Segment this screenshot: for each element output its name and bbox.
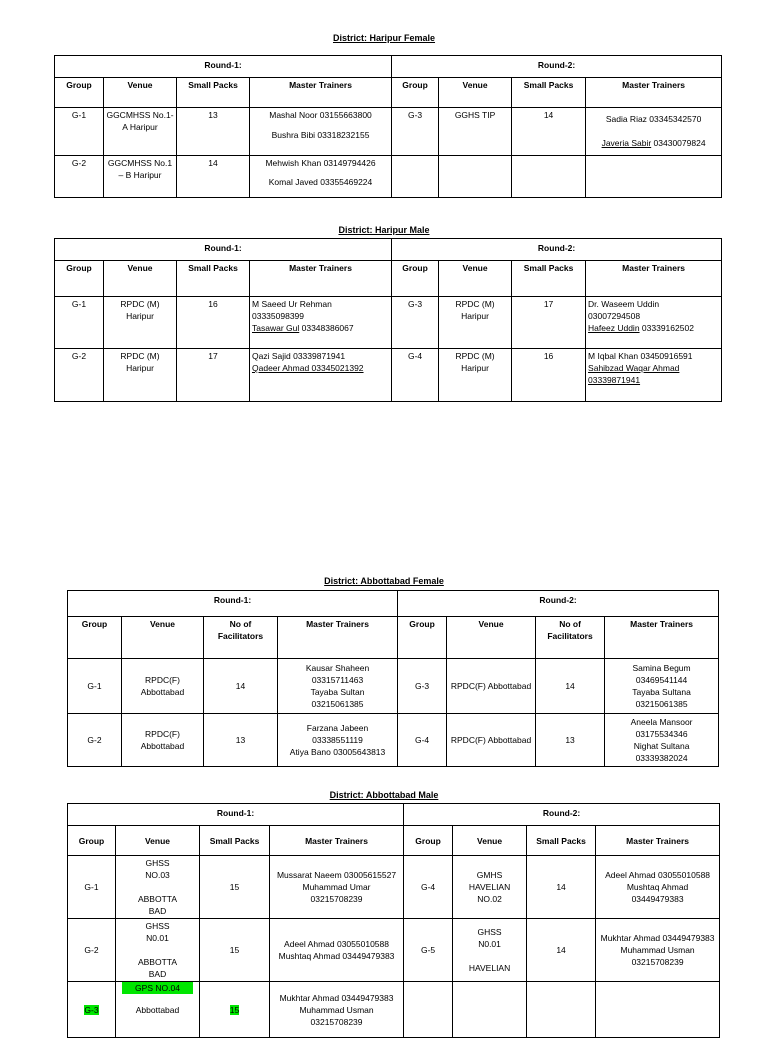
- venue-text: Abbottabad: [135, 1005, 180, 1015]
- venue-cell: GGCMHSS No.1- A Haripur: [104, 108, 177, 156]
- group-cell: G-1: [68, 856, 116, 919]
- trainers-cell: [605, 714, 719, 767]
- trainers-cell: [250, 108, 392, 156]
- round-2-header: Round-2:: [392, 239, 722, 261]
- trainers-cell: [586, 108, 722, 156]
- venue-text: GHSS NO.03 ABBOTTA BAD: [137, 858, 178, 916]
- trainers-cell: [250, 297, 392, 349]
- venue-cell: [453, 919, 527, 982]
- trainer-entry: Adeel Ahmad 03055010588 Mushtaq Ahmad 03449479383: [605, 870, 711, 904]
- venue-cell: [116, 919, 200, 982]
- trainer-phone: 03339162502: [639, 323, 694, 333]
- col-header: Group: [392, 261, 439, 297]
- col-header: Venue: [122, 617, 204, 659]
- col-header: Small Packs: [200, 826, 270, 856]
- trainers-cell: [270, 856, 404, 919]
- trainer-entry: Sadia Riaz 03345342570: [605, 114, 702, 124]
- venue-cell: RPDC (M) Haripur: [104, 297, 177, 349]
- group-cell: G-4: [392, 349, 439, 402]
- packs-cell: 15: [200, 919, 270, 982]
- table-abbottabad-male: [67, 803, 720, 1038]
- col-header: Master Trainers: [270, 826, 404, 856]
- venue-text: GHSS N0.01 HAVELIAN: [468, 927, 511, 973]
- round-1-header: Round-1:: [68, 804, 404, 826]
- trainers-cell: [278, 714, 398, 767]
- trainer-entry: Qadeer Ahmad 03345021392: [252, 363, 364, 373]
- trainer-entry: Kausar Shaheen 03315711463 Tayaba Sultan 03215061385: [305, 663, 370, 709]
- trainer-entry: Bushra Bibi 03318232155: [271, 130, 370, 140]
- group-cell: G-2: [68, 714, 122, 767]
- trainer-entry: Adeel Ahmad 03055010588 Mushtaq Ahmad 03449479383: [278, 939, 395, 961]
- group-cell: G-2: [55, 349, 104, 402]
- group-cell: G-2: [55, 156, 104, 198]
- trainer-entry: [588, 137, 719, 149]
- col-header: Small Packs: [177, 78, 250, 108]
- trainer-entry: Samina Begum 03469541144 Tayaba Sultana 03215061385: [632, 663, 691, 709]
- col-header: Master Trainers: [250, 261, 392, 297]
- packs-cell: 16: [512, 349, 586, 402]
- col-header: Master Trainers: [605, 617, 719, 659]
- group-cell: G-3: [392, 108, 439, 156]
- trainer-entry: [588, 322, 719, 334]
- table-abbottabad-female: [67, 590, 719, 767]
- facilitators-cell: 13: [536, 714, 605, 767]
- empty-cell: [392, 156, 439, 198]
- group-cell: G-1: [55, 297, 104, 349]
- col-header: Small Packs: [512, 78, 586, 108]
- col-header: Group: [55, 78, 104, 108]
- venue-cell: RPDC(F) Abbottabad: [122, 659, 204, 714]
- col-header: Group: [392, 78, 439, 108]
- venue-text: GHSS N0.01 ABBOTTA BAD: [137, 921, 178, 979]
- round-2-header: Round-2:: [392, 56, 722, 78]
- table-haripur-male: [54, 238, 722, 402]
- table-haripur-female: [54, 55, 722, 198]
- table-row: [68, 919, 720, 982]
- col-header: Small Packs: [527, 826, 596, 856]
- empty-cell: [404, 982, 453, 1038]
- empty-cell: [439, 156, 512, 198]
- col-header: Venue: [447, 617, 536, 659]
- trainers-cell: [586, 349, 722, 402]
- venue-text: GMHS HAVELIAN NO.02: [468, 870, 511, 904]
- col-header: Venue: [453, 826, 527, 856]
- venue-cell: RPDC (M) Haripur: [104, 349, 177, 402]
- trainers-cell: [586, 297, 722, 349]
- table-row: [55, 297, 722, 349]
- group-cell: G-4: [404, 856, 453, 919]
- venue-cell: RPDC(F) Abbottabad: [122, 714, 204, 767]
- col-header: Group: [68, 826, 116, 856]
- group-cell: G-3: [398, 659, 447, 714]
- highlighted-text: 15: [229, 1004, 240, 1015]
- empty-cell: [596, 982, 720, 1038]
- trainer-phone: 03430079824: [651, 138, 706, 148]
- table-row: [68, 856, 720, 919]
- trainer-entry: Komal Javed 03355469224: [268, 177, 373, 187]
- packs-cell: 17: [512, 297, 586, 349]
- trainer-name: Hafeez Uddin: [588, 323, 640, 333]
- packs-cell: 13: [177, 108, 250, 156]
- venue-cell: [453, 856, 527, 919]
- section-title-abbottabad-male: District: Abbottabad Male: [329, 790, 439, 800]
- empty-cell: [453, 982, 527, 1038]
- empty-cell: [527, 982, 596, 1038]
- trainer-entry: Farzana Jabeen 03338551119 Atiya Bano 03005643813: [289, 723, 386, 757]
- table-row: [68, 714, 719, 767]
- col-header: Master Trainers: [278, 617, 398, 659]
- trainers-cell: [596, 919, 720, 982]
- venue-cell: RPDC(F) Abbottabad: [447, 659, 536, 714]
- group-cell: G-5: [404, 919, 453, 982]
- venue-cell: RPDC (M) Haripur: [439, 349, 512, 402]
- table-row: [55, 349, 722, 402]
- packs-cell: 14: [177, 156, 250, 198]
- round-1-header: Round-1:: [68, 591, 398, 617]
- trainer-entry: M Saeed Ur Rehman: [252, 299, 332, 309]
- trainer-entry: Mehwish Khan 03149794426: [265, 158, 376, 168]
- group-cell: G-1: [68, 659, 122, 714]
- table-row: [68, 982, 720, 1038]
- trainer-entry: Mukhtar Ahmad 03449479383 Muhammad Usman 03215708239: [600, 933, 715, 967]
- group-cell: G-4: [398, 714, 447, 767]
- trainers-cell: [250, 156, 392, 198]
- highlighted-text: G-3: [84, 1004, 99, 1015]
- packs-cell: 14: [527, 919, 596, 982]
- venue-cell: RPDC (M) Haripur: [439, 297, 512, 349]
- packs-cell: 16: [177, 297, 250, 349]
- trainer-entry: Qazi Sajid 03339871941: [252, 351, 346, 361]
- table-row: [55, 156, 722, 198]
- venue-cell: GGCMHSS No.1 – B Haripur: [104, 156, 177, 198]
- trainers-cell: [270, 919, 404, 982]
- trainer-entry: M Iqbal Khan 03450916591: [588, 351, 693, 361]
- col-header: Venue: [439, 78, 512, 108]
- round-1-header: Round-1:: [55, 239, 392, 261]
- col-header: Group: [68, 617, 122, 659]
- trainers-cell: [605, 659, 719, 714]
- section-title-abbottabad-female: District: Abbottabad Female: [324, 576, 444, 586]
- facilitators-cell: 13: [204, 714, 278, 767]
- col-header: Master Trainers: [586, 78, 722, 108]
- packs-cell: [200, 982, 270, 1038]
- venue-cell: RPDC(F) Abbottabad: [447, 714, 536, 767]
- round-2-header: Round-2:: [404, 804, 720, 826]
- facilitators-cell: 14: [204, 659, 278, 714]
- trainer-entry: 03007294508: [588, 311, 641, 321]
- facilitators-cell: 14: [536, 659, 605, 714]
- table-row: [55, 108, 722, 156]
- col-header: Group: [398, 617, 447, 659]
- trainer-entry: Mussarat Naeem 03005615527 Muhammad Umar 03215708239: [276, 870, 397, 904]
- trainers-cell: [596, 856, 720, 919]
- col-header: Venue: [104, 261, 177, 297]
- group-cell: G-2: [68, 919, 116, 982]
- col-header: Master Trainers: [596, 826, 720, 856]
- col-header: Group: [55, 261, 104, 297]
- col-header: Group: [404, 826, 453, 856]
- trainer-entry: Dr. Waseem Uddin: [588, 299, 660, 309]
- trainers-cell: [250, 349, 392, 402]
- col-header: No of Facilitators: [204, 617, 278, 659]
- trainer-entry: Mukhtar Ahmad 03449479383 Muhammad Usman 03215708239: [279, 992, 394, 1027]
- col-header: Venue: [104, 78, 177, 108]
- trainer-entry: 03339871941: [588, 375, 641, 385]
- venue-cell: GGHS TIP: [439, 108, 512, 156]
- venue-cell: [116, 856, 200, 919]
- trainer-entry: 03335098399: [252, 311, 305, 321]
- trainer-name: Tasawar Gul: [252, 323, 300, 333]
- venue-cell: [116, 982, 200, 1038]
- packs-cell: 17: [177, 349, 250, 402]
- trainer-entry: Aneela Mansoor 03175534346 Nighat Sultana 03339382024: [630, 717, 693, 763]
- trainer-name: Javeria Sabir: [601, 138, 652, 148]
- col-header: Venue: [439, 261, 512, 297]
- trainer-entry: Mashal Noor 03155663800: [269, 110, 372, 120]
- trainer-entry: [252, 322, 389, 334]
- col-header: Small Packs: [512, 261, 586, 297]
- empty-cell: [586, 156, 722, 198]
- packs-cell: 14: [527, 856, 596, 919]
- round-2-header: Round-2:: [398, 591, 719, 617]
- packs-cell: 15: [200, 856, 270, 919]
- round-1-header: Round-1:: [55, 56, 392, 78]
- group-cell: [68, 982, 116, 1038]
- highlighted-text: GPS NO.04: [122, 982, 193, 994]
- col-header: Venue: [116, 826, 200, 856]
- empty-cell: [512, 156, 586, 198]
- section-title-haripur-female: District: Haripur Female: [332, 33, 436, 43]
- col-header: Master Trainers: [250, 78, 392, 108]
- col-header: Small Packs: [177, 261, 250, 297]
- section-title-haripur-male: District: Haripur Male: [338, 225, 430, 235]
- group-cell: G-3: [392, 297, 439, 349]
- table-row: [68, 659, 719, 714]
- trainer-phone: 03348386067: [299, 323, 354, 333]
- col-header: No of Facilitators: [536, 617, 605, 659]
- trainers-cell: [278, 659, 398, 714]
- trainer-entry: Sahibzad Waqar Ahmad: [588, 363, 680, 373]
- group-cell: G-1: [55, 108, 104, 156]
- packs-cell: 14: [512, 108, 586, 156]
- col-header: Master Trainers: [586, 261, 722, 297]
- trainers-cell: [270, 982, 404, 1038]
